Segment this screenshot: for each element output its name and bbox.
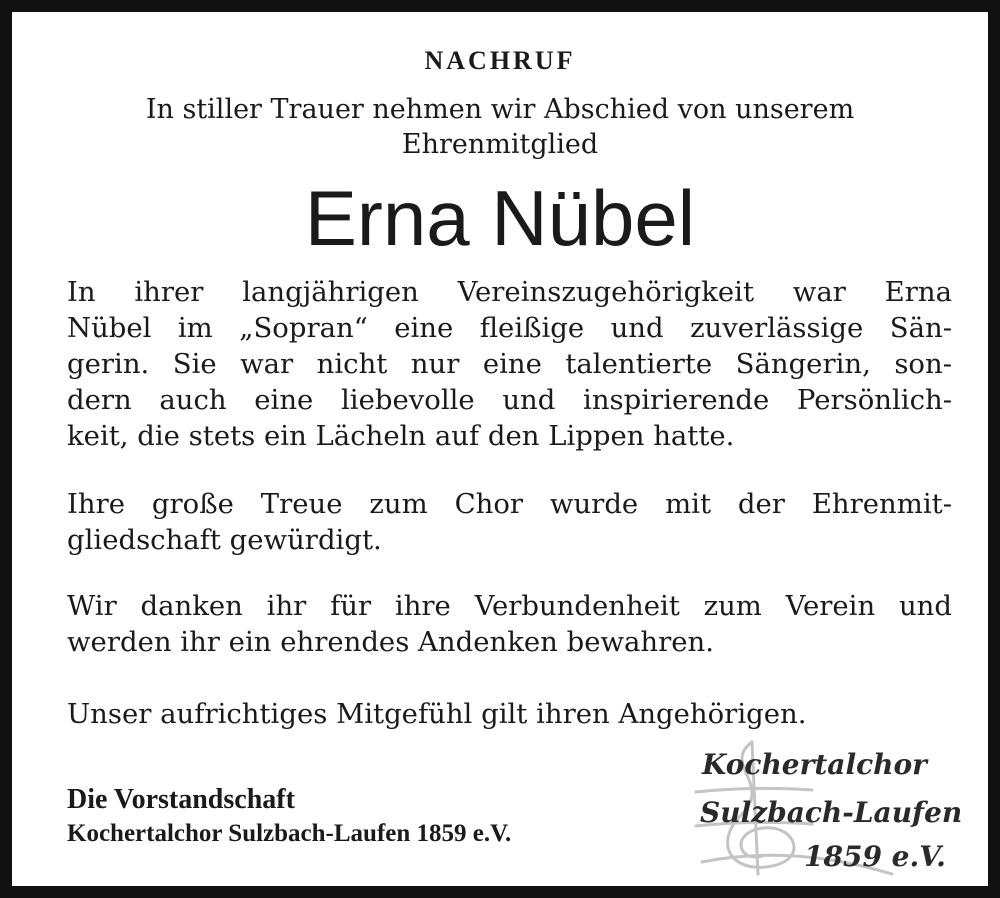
intro-line: Ehrenmitglied	[401, 129, 599, 160]
signature-board: Die Vorstandschaft	[67, 784, 295, 815]
text-line: gliedschaft gewürdigt.	[67, 524, 382, 556]
logo-line: Kochertalchor	[702, 748, 927, 781]
signature-club: Kochertalchor Sulzbach-Laufen 1859 e.V.	[67, 820, 512, 847]
text-line: dern auch eine liebevolle und inspirierende Persönlich-	[67, 384, 952, 416]
deceased-name: Erna Nübel	[304, 174, 696, 262]
paragraph-honorary	[67, 486, 952, 558]
signature-block	[67, 782, 511, 850]
text-line: Unser aufrichtiges Mitgefühl gilt ihren Angehörigen.	[67, 698, 807, 730]
text-line: In ihrer langjährigen Vereinszugehörigkeit war Erna	[67, 276, 952, 308]
text-line: Wir danken ihr für ihre Verbundenheit zum Verein und	[67, 590, 952, 622]
logo-line: 1859 e.V.	[804, 840, 946, 873]
text-line: gerin. Sie war nicht nur eine talentierte Sängerin, son-	[67, 348, 952, 380]
text-line: werden ihr ein ehrendes Andenken bewahren.	[67, 626, 715, 658]
paragraph-tribute	[67, 274, 952, 454]
text-line: Ihre große Treue zum Chor wurde mit der Ehrenmit-	[67, 488, 952, 520]
notice-heading: NACHRUF	[424, 46, 576, 75]
text-line: Nübel im „Sopran“ eine fleißige und zuverlässige Sän-	[67, 312, 952, 344]
paragraph-condolence	[67, 696, 952, 732]
intro-line: In stiller Trauer nehmen wir Abschied von unserem	[145, 94, 855, 125]
logo-line: Sulzbach-Laufen	[700, 796, 963, 829]
text-line: keit, die stets ein Lächeln auf den Lippen hatte.	[67, 420, 735, 452]
paragraph-thanks	[67, 588, 952, 660]
club-logo	[692, 734, 992, 884]
intro-text	[12, 92, 988, 162]
